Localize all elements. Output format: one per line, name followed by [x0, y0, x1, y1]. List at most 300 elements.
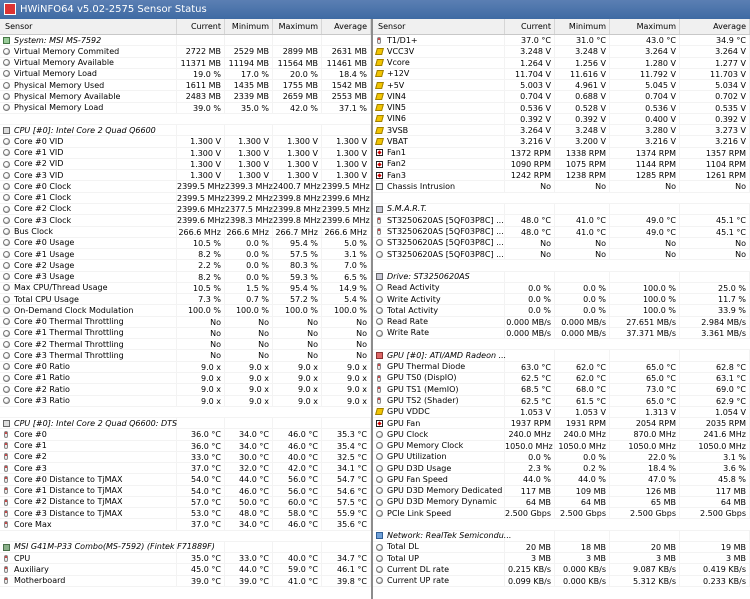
sensor-row[interactable] — [373, 418, 750, 429]
sensor-label: Fan2 — [387, 159, 406, 169]
sensor-row[interactable] — [0, 103, 371, 114]
temp-icon — [377, 37, 381, 44]
sensor-row[interactable] — [373, 103, 750, 114]
current-value: 0.704 V — [505, 91, 555, 102]
left-table-body — [0, 35, 371, 587]
sensor-row[interactable] — [0, 193, 371, 204]
minimum-value: 109 MB — [555, 486, 610, 497]
sensor-name-cell — [0, 317, 177, 328]
maximum-value: 42.0 °C — [273, 463, 322, 474]
sensor-row[interactable] — [373, 35, 750, 46]
minimum-value: 1931 RPM — [555, 418, 610, 429]
sensor-label: Physical Memory Load — [14, 103, 104, 113]
average-value: 0.233 KB/s — [680, 576, 750, 587]
minimum-column-header[interactable]: Minimum — [225, 19, 273, 34]
sensor-row[interactable] — [373, 114, 750, 125]
minimum-value: 1338 RPM — [555, 148, 610, 159]
disk-icon — [376, 273, 383, 280]
current-value: 1242 RPM — [505, 170, 555, 181]
sensor-name-cell — [373, 35, 505, 46]
current-value: No — [505, 238, 555, 249]
maximum-column-header[interactable]: Maximum — [273, 19, 322, 34]
sensor-label: Core #3 Usage — [14, 272, 75, 282]
sensor-row[interactable] — [0, 249, 371, 260]
sensor-group-header[interactable] — [0, 35, 371, 46]
sensor-row[interactable] — [0, 429, 371, 440]
current-value: 54.0 °C — [177, 486, 225, 497]
sensor-label: Core #2 VID — [14, 159, 64, 169]
sensor-group-header[interactable] — [373, 272, 750, 283]
sensor-row[interactable] — [373, 46, 750, 57]
temp-icon — [4, 487, 8, 494]
current-value: 0.000 MB/s — [505, 317, 555, 328]
sensor-row[interactable] — [0, 170, 371, 181]
sensor-group-header[interactable] — [373, 350, 750, 361]
current-value: No — [505, 181, 555, 192]
sensor-name-cell — [373, 418, 505, 429]
sensor-row[interactable] — [0, 148, 371, 159]
sensor-row[interactable] — [0, 272, 371, 283]
average-value: 3.273 V — [680, 125, 750, 136]
sensor-row[interactable] — [0, 46, 371, 57]
average-column-header[interactable]: Average — [680, 19, 750, 34]
sensor-name-cell — [373, 407, 505, 418]
minimum-column-header[interactable]: Minimum — [555, 19, 610, 34]
maximum-value: 100.0 % — [610, 294, 680, 305]
sensor-row[interactable] — [373, 407, 750, 418]
maximum-value: No — [610, 238, 680, 249]
maximum-value: 65 MB — [610, 497, 680, 508]
sensor-name-cell — [373, 441, 505, 452]
sensor-group-header[interactable] — [0, 542, 371, 553]
minimum-value: 1435 MB — [225, 80, 273, 91]
sensor-row[interactable] — [0, 384, 371, 395]
sensor-label: Core Max — [14, 519, 52, 529]
sensor-label: GPU Utilization — [387, 452, 447, 462]
maximum-value: 11.792 V — [610, 69, 680, 80]
minimum-value: 3.248 V — [555, 46, 610, 57]
sensor-row[interactable] — [0, 486, 371, 497]
sensor-name-cell — [373, 396, 505, 407]
sensor-row[interactable] — [373, 58, 750, 69]
right-table-body — [373, 35, 750, 587]
maximum-value: 1.300 V — [273, 148, 322, 159]
minimum-value: 0.0 % — [225, 272, 273, 283]
average-value: No — [680, 181, 750, 192]
average-value: 100.0 % — [322, 305, 371, 316]
sensor-name-cell — [0, 452, 177, 463]
sensor-row[interactable] — [373, 362, 750, 373]
gauge-icon — [3, 161, 10, 168]
sensor-row[interactable] — [0, 238, 371, 249]
sensor-name-cell — [0, 486, 177, 497]
sensor-row[interactable] — [373, 542, 750, 553]
sensor-label: Read Activity — [387, 283, 440, 293]
sensor-row[interactable] — [0, 452, 371, 463]
average-value: 11461 MB — [322, 58, 371, 69]
sensor-row[interactable] — [0, 497, 371, 508]
gauge-icon — [376, 453, 383, 460]
sensor-label: GPU D3D Memory Dedicated — [387, 486, 503, 496]
current-value: 9.0 x — [177, 373, 225, 384]
sensor-row[interactable] — [373, 159, 750, 170]
sensor-row[interactable] — [373, 396, 750, 407]
fan-icon — [376, 149, 383, 156]
minimum-value: 100.0 % — [225, 305, 273, 316]
sensor-row[interactable] — [373, 564, 750, 575]
sensor-row[interactable] — [373, 238, 750, 249]
minimum-value: 0.7 % — [225, 294, 273, 305]
maximum-value: 3.280 V — [610, 125, 680, 136]
current-value: No — [177, 328, 225, 339]
gauge-icon — [376, 307, 383, 314]
minimum-value: No — [555, 181, 610, 192]
average-value: 11.703 V — [680, 69, 750, 80]
sensor-row[interactable] — [373, 227, 750, 238]
sensor-row[interactable] — [0, 260, 371, 271]
sensor-row[interactable] — [0, 80, 371, 91]
maximum-value: 100.0 % — [610, 283, 680, 294]
minimum-value: 48.0 °C — [225, 508, 273, 519]
sensor-row[interactable] — [0, 215, 371, 226]
sensor-row[interactable] — [0, 474, 371, 485]
sensor-group-header[interactable] — [373, 531, 750, 542]
sensor-label: GPU Fan — [387, 418, 421, 428]
sensor-row[interactable] — [373, 181, 750, 192]
minimum-value: 39.0 °C — [225, 576, 273, 587]
maximum-value: 9.087 KB/s — [610, 564, 680, 575]
sensor-name-cell — [0, 531, 177, 542]
maximum-value: 65.0 °C — [610, 373, 680, 384]
sensor-label: GPU Fan Speed — [387, 474, 448, 484]
sensor-name-cell — [0, 508, 177, 519]
maximum-value: 1144 RPM — [610, 159, 680, 170]
minimum-value: 1.300 V — [225, 159, 273, 170]
sensor-group-header[interactable] — [0, 418, 371, 429]
current-value: 1.300 V — [177, 148, 225, 159]
average-value: 63.1 °C — [680, 373, 750, 384]
average-value: 2399.6 MHz — [322, 216, 370, 226]
sensor-row[interactable] — [0, 350, 371, 361]
sensor-row[interactable] — [0, 136, 371, 147]
sensor-name-cell — [373, 576, 505, 587]
minimum-value: 2399.3 MHz — [225, 182, 273, 192]
sensor-label: Virtual Memory Load — [14, 69, 97, 79]
sensor-row[interactable] — [0, 339, 371, 350]
current-value: 1937 RPM — [505, 418, 555, 429]
sensor-name-cell — [373, 497, 505, 508]
sensor-label: Core #3 Ratio — [14, 396, 70, 405]
current-value — [505, 519, 555, 530]
current-value: 9.0 x — [177, 384, 225, 395]
sensor-row[interactable] — [0, 283, 371, 294]
temp-icon — [4, 431, 8, 438]
sensor-row[interactable] — [0, 519, 371, 530]
sensor-name-cell — [373, 69, 505, 80]
gauge-icon — [3, 217, 10, 224]
sensor-row[interactable] — [373, 294, 750, 305]
current-value: 2399.6 MHz — [177, 204, 225, 214]
sensor-row[interactable] — [373, 80, 750, 91]
sensor-name-cell — [0, 170, 177, 181]
sensor-row[interactable] — [0, 91, 371, 102]
temp-icon — [4, 577, 8, 584]
minimum-value: 0.0 % — [555, 452, 610, 463]
maximum-value: 870.0 MHz — [610, 429, 680, 440]
current-value: 68.5 °C — [505, 384, 555, 395]
average-value — [680, 339, 750, 350]
minimum-value — [225, 114, 273, 125]
current-column-header[interactable]: Current — [177, 19, 225, 34]
sensor-label: Fan1 — [387, 148, 406, 158]
sensor-column-header[interactable]: Sensor — [0, 19, 177, 34]
sensor-name-cell — [373, 103, 505, 114]
sensor-label: Core #1 Clock — [14, 193, 72, 203]
sensor-row[interactable] — [373, 305, 750, 316]
sensor-name-cell — [0, 35, 177, 46]
average-value — [680, 193, 750, 204]
sensor-row[interactable] — [0, 396, 371, 407]
sensor-label: 3VSB — [387, 125, 409, 135]
sensor-row[interactable] — [373, 148, 750, 159]
maximum-value: 95.4 % — [273, 283, 322, 294]
average-value: 55.9 °C — [322, 508, 371, 519]
gauge-icon — [376, 487, 383, 494]
sensor-name-cell — [0, 519, 177, 530]
right-sensor-table[interactable] — [373, 19, 750, 599]
current-value: 36.0 °C — [177, 429, 225, 440]
sensor-row[interactable] — [373, 283, 750, 294]
sensor-row[interactable] — [373, 452, 750, 463]
sensor-row[interactable] — [0, 564, 371, 575]
sensor-name-cell — [373, 215, 505, 226]
average-value: 117 MB — [680, 486, 750, 497]
current-value: 266.6 MHz — [177, 227, 225, 238]
gauge-icon — [3, 386, 10, 393]
sensor-row[interactable] — [373, 136, 750, 147]
average-value: 3 MB — [680, 553, 750, 564]
sensor-row[interactable] — [0, 441, 371, 452]
current-value — [505, 260, 555, 271]
fan-icon — [376, 161, 383, 168]
sensor-row[interactable] — [0, 69, 371, 80]
sensor-name-cell — [0, 576, 177, 587]
sensor-row[interactable] — [373, 215, 750, 226]
maximum-value: 9.0 x — [273, 362, 322, 373]
current-value — [505, 350, 555, 361]
sensor-row[interactable] — [373, 373, 750, 384]
sensor-row[interactable] — [0, 305, 371, 316]
sensor-row[interactable] — [373, 170, 750, 181]
maximum-value — [610, 204, 680, 215]
average-value: 45.1 °C — [680, 215, 750, 226]
minimum-value: 266.6 MHz — [225, 227, 273, 238]
sensor-group-header[interactable] — [0, 125, 371, 136]
gauge-icon — [3, 330, 10, 337]
temp-icon — [377, 375, 381, 382]
maximum-value: 37.371 MB/s — [610, 328, 680, 339]
gauge-icon — [3, 194, 10, 201]
sensor-name-cell — [373, 542, 505, 553]
current-value — [505, 204, 555, 215]
volt-icon — [375, 48, 384, 55]
sensor-row[interactable] — [0, 362, 371, 373]
sensor-row[interactable] — [373, 91, 750, 102]
current-column-header[interactable]: Current — [505, 19, 555, 34]
minimum-value: 0.000 KB/s — [555, 576, 610, 587]
sensor-row[interactable] — [373, 441, 750, 452]
current-value: 2.3 % — [505, 463, 555, 474]
minimum-value: 31.0 °C — [555, 35, 610, 46]
sensor-row[interactable] — [373, 328, 750, 339]
average-column-header[interactable]: Average — [322, 19, 371, 34]
current-value: 37.0 °C — [177, 463, 225, 474]
sensor-row[interactable] — [0, 227, 371, 238]
average-value — [322, 114, 371, 125]
maximum-value: 1050.0 MHz — [610, 441, 680, 452]
maximum-value: 47.0 % — [610, 474, 680, 485]
sensor-name-cell — [373, 294, 505, 305]
current-value: 37.0 °C — [505, 35, 555, 46]
maximum-value: 59.0 °C — [273, 564, 322, 575]
sensor-row[interactable] — [373, 317, 750, 328]
sensor-row[interactable] — [373, 486, 750, 497]
sensor-label: Core #0 Thermal Throttling — [14, 317, 124, 327]
sensor-row[interactable] — [373, 125, 750, 136]
sensor-label: GPU D3D Usage — [387, 463, 452, 473]
maximum-value: 95.4 % — [273, 238, 322, 249]
gauge-icon — [376, 330, 383, 337]
volt-icon — [375, 138, 384, 145]
maximum-value: 56.0 °C — [273, 474, 322, 485]
sensor-label: Core #2 Thermal Throttling — [14, 339, 124, 349]
current-value: 11371 MB — [177, 58, 225, 69]
sensor-label: Fan3 — [387, 170, 406, 180]
sensor-row[interactable] — [0, 373, 371, 384]
sensor-row[interactable] — [0, 328, 371, 339]
sensor-group-header[interactable] — [373, 204, 750, 215]
current-value: 2.500 Gbps — [505, 508, 555, 519]
sensor-row[interactable] — [373, 69, 750, 80]
average-value: 45.1 °C — [680, 227, 750, 238]
maximum-value: 2899 MB — [273, 46, 322, 57]
current-value: 240.0 MHz — [505, 429, 555, 440]
minimum-value: 68.0 °C — [555, 384, 610, 395]
sensor-name-cell — [0, 362, 177, 373]
sensor-row[interactable] — [0, 463, 371, 474]
minimum-value: 240.0 MHz — [555, 429, 610, 440]
current-value: No — [177, 317, 225, 328]
sensor-label: GPU Memory Clock — [387, 441, 464, 451]
left-sensor-table[interactable] — [0, 19, 371, 599]
current-value: 10.5 % — [177, 238, 225, 249]
current-value: 3 MB — [505, 553, 555, 564]
sensor-row[interactable] — [0, 181, 371, 192]
current-value: 2399.5 MHz — [177, 182, 225, 192]
sensor-row[interactable] — [0, 159, 371, 170]
sensor-name-cell — [373, 46, 505, 57]
sensor-label: Total CPU Usage — [14, 294, 79, 304]
sensor-name-cell — [0, 249, 177, 260]
current-value: 1050.0 MHz — [505, 441, 555, 452]
minimum-value: No — [555, 249, 610, 260]
sensor-label: VBAT — [387, 136, 408, 146]
sensor-label: Current UP rate — [387, 576, 450, 586]
maximum-value: 57.5 % — [273, 249, 322, 260]
maximum-value: 22.0 % — [610, 452, 680, 463]
sensor-row[interactable] — [0, 204, 371, 215]
sensor-label: Core #2 — [14, 452, 47, 462]
sensor-row[interactable] — [0, 576, 371, 587]
sensor-row[interactable] — [373, 384, 750, 395]
average-value: 1.300 V — [322, 170, 371, 181]
average-value: 1542 MB — [322, 80, 371, 91]
average-value: 34.1 °C — [322, 463, 371, 474]
current-value: 2.2 % — [177, 260, 225, 271]
minimum-value: 17.0 % — [225, 69, 273, 80]
sensor-column-header[interactable]: Sensor — [373, 19, 505, 34]
sensor-row[interactable] — [373, 508, 750, 519]
minimum-value: 0.000 KB/s — [555, 564, 610, 575]
sensor-row[interactable] — [0, 508, 371, 519]
maximum-value: 1.280 V — [610, 58, 680, 69]
sensor-name-cell — [373, 272, 505, 283]
average-value: 0.535 V — [680, 103, 750, 114]
average-value: 266.6 MHz — [322, 227, 371, 238]
sensor-label: VCC3V — [387, 46, 415, 56]
sensor-row[interactable] — [0, 553, 371, 564]
sensor-row[interactable] — [373, 249, 750, 260]
sensor-name-cell — [0, 294, 177, 305]
temp-icon — [4, 499, 8, 506]
minimum-value — [225, 542, 273, 553]
network-icon — [376, 532, 383, 539]
memory-icon — [3, 37, 10, 44]
sensor-row[interactable] — [0, 317, 371, 328]
minimum-value: 9.0 x — [225, 373, 273, 384]
sensor-row[interactable] — [373, 429, 750, 440]
current-value: 1611 MB — [177, 80, 225, 91]
sensor-row[interactable] — [0, 294, 371, 305]
gauge-icon — [3, 273, 10, 280]
current-value — [177, 114, 225, 125]
sensor-row[interactable] — [373, 497, 750, 508]
sensor-name-cell — [373, 350, 505, 361]
average-value: 39.8 °C — [322, 576, 371, 587]
average-value: 45.8 % — [680, 474, 750, 485]
sensor-row[interactable] — [373, 553, 750, 564]
sensor-name-cell — [373, 474, 505, 485]
sensor-row[interactable] — [373, 576, 750, 587]
sensor-row[interactable] — [373, 474, 750, 485]
sensor-row[interactable] — [0, 58, 371, 69]
minimum-value: 2399.2 MHz — [225, 193, 273, 203]
maximum-value: 0.536 V — [610, 103, 680, 114]
average-value: 37.1 % — [322, 103, 371, 114]
sensor-name-cell — [0, 136, 177, 147]
current-value — [177, 35, 225, 46]
current-value: 1.300 V — [177, 159, 225, 170]
average-value: 25.0 % — [680, 283, 750, 294]
sensor-name-cell — [0, 339, 177, 350]
sensor-name-cell — [373, 283, 505, 294]
sensor-row[interactable] — [373, 463, 750, 474]
column-header — [373, 19, 750, 35]
maximum-column-header[interactable]: Maximum — [610, 19, 680, 34]
disk-icon — [376, 206, 383, 213]
maximum-value: 126 MB — [610, 486, 680, 497]
gauge-icon — [3, 363, 10, 370]
